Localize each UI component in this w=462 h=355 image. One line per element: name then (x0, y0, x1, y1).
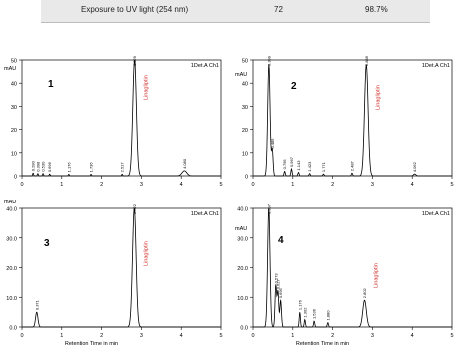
y-tick-label: 20.0 (6, 266, 17, 272)
x-tick-label: 3 (370, 182, 374, 188)
peak-label: 1.176 (297, 300, 303, 311)
chromatogram-4 (231, 200, 462, 355)
y-tick-label: 0 (244, 174, 248, 181)
x-tick-label: 4 (410, 333, 414, 339)
plot-frame (253, 60, 452, 176)
panel-number: 1 (48, 79, 54, 90)
peak-label: 0.530 (40, 161, 46, 172)
y-tick-label: 40.0 (237, 206, 248, 213)
x-axis-label: Retention Time in min (295, 341, 350, 347)
x-tick-label: 2 (100, 182, 104, 188)
peak-label: 0.280 (30, 161, 36, 172)
plot-frame (22, 208, 221, 327)
compound-label: Linagliptin (375, 85, 382, 110)
time-cell: 72 (274, 5, 283, 14)
compound-label: Linagliptin (373, 263, 380, 288)
x-tick-label: 3 (139, 182, 143, 188)
x-tick-label: 1 (60, 333, 64, 339)
x-tick-label: 0 (251, 333, 255, 339)
peak-label: 2.802 (362, 288, 368, 299)
y-tick-label: 10 (241, 151, 248, 158)
panel-number: 3 (44, 238, 50, 249)
y-tick-label: 10 (10, 151, 17, 158)
peak-label: 2.517 (119, 162, 125, 173)
y-tick-label: 10.0 (237, 295, 248, 302)
percent-cell: 98.7% (365, 5, 388, 14)
peak-label: 0.485 (269, 138, 275, 149)
peak-label: 0.696 (47, 162, 53, 173)
panel-number: 2 (291, 81, 297, 92)
peak-label: 4.062 (412, 162, 418, 173)
peak-label: 4.080 (181, 158, 187, 169)
x-axis-label: Retention Time in min (64, 341, 119, 347)
peak-label: 1.143 (295, 160, 301, 171)
x-tick-label: 5 (450, 182, 454, 188)
chromatogram-trace (22, 208, 221, 327)
peak-label: 1.176 (66, 162, 72, 173)
x-tick-label: 3 (139, 333, 143, 339)
x-tick-label: 4 (179, 333, 183, 339)
x-tick-label: 3 (370, 333, 374, 339)
y-tick-label: 40 (10, 81, 17, 88)
peak-label: 0.399 (266, 55, 272, 66)
y-tick-label: 30.0 (6, 236, 17, 243)
x-tick-label: 5 (450, 333, 454, 339)
y-tick-label: 0.0 (9, 325, 17, 332)
y-tick-label: 30 (241, 104, 248, 111)
y-unit-label: mAU (4, 200, 17, 205)
x-tick-label: 1 (291, 333, 295, 339)
y-tick-label: 40.0 (6, 206, 17, 213)
y-tick-label: 50 (10, 58, 17, 65)
peak-label: 0.573 (273, 273, 279, 284)
peak-label: 1.736 (88, 162, 94, 173)
y-tick-label: 50 (241, 58, 248, 65)
chromatogram-3 (0, 200, 231, 355)
detector-label: 1Det.A Ch1 (421, 211, 450, 217)
peak-label: 0.397 (266, 203, 272, 214)
peak-label: 1.302 (302, 307, 308, 318)
y-tick-label: 20 (241, 128, 248, 135)
y-tick-label: 40 (241, 81, 248, 88)
compound-label: Linagliptin (143, 75, 150, 100)
peak-label: 2.829 (132, 55, 138, 66)
peak-label: 1.423 (307, 161, 313, 172)
detector-label: 1Det.A Ch1 (421, 63, 450, 69)
panel-number: 4 (278, 235, 284, 246)
peak-label: 1.536 (311, 309, 317, 320)
x-tick-label: 1 (291, 182, 295, 188)
peak-label: 1.771 (320, 162, 326, 173)
y-tick-label: 10.0 (6, 295, 17, 302)
chromatogram-trace (22, 60, 221, 176)
x-tick-label: 0 (20, 333, 24, 339)
peak-label: 2.846 (363, 55, 369, 66)
peak-label: 0.398 (35, 161, 41, 172)
x-tick-label: 4 (410, 182, 414, 188)
x-tick-label: 2 (100, 333, 104, 339)
chromatogram-trace (253, 65, 452, 176)
y-unit-label: mAU (235, 72, 248, 78)
plot-frame (253, 208, 452, 327)
chromatogram-1 (0, 52, 231, 192)
peak-label: 0.371 (34, 300, 40, 311)
condition-cell: Exposure to UV light (254 nm) (81, 5, 189, 14)
peak-label: 0.795 (282, 159, 288, 170)
compound-label: Linagliptin (143, 241, 150, 266)
y-tick-label: 20 (10, 128, 17, 135)
y-tick-label: 20.0 (237, 266, 248, 272)
x-tick-label: 0 (251, 182, 255, 188)
y-tick-label: 0 (13, 174, 17, 181)
peak-label: 2.487 (349, 161, 355, 172)
x-tick-label: 1 (60, 182, 64, 188)
table-row (41, 0, 430, 23)
y-tick-label: 30.0 (237, 236, 248, 243)
peak-label: 0.967 (288, 157, 294, 168)
peak-label: 0.627 (275, 279, 281, 290)
detector-label: 1Det.A Ch1 (190, 63, 219, 69)
peak-label: 0.695 (278, 288, 284, 299)
x-tick-label: 0 (20, 182, 24, 188)
y-tick-label: 0.0 (240, 325, 248, 332)
chromatogram-2 (231, 52, 462, 192)
plot-frame (22, 60, 221, 176)
x-tick-label: 2 (331, 182, 335, 188)
y-tick-label: 30 (10, 104, 17, 111)
x-tick-label: 5 (219, 333, 223, 339)
x-tick-label: 5 (219, 182, 223, 188)
detector-label: 1Det.A Ch1 (190, 211, 219, 217)
chromatogram-trace (253, 209, 452, 327)
peak-label: 2.822 (131, 203, 137, 214)
x-tick-label: 4 (179, 182, 183, 188)
y-unit-label: mAU (4, 66, 17, 72)
peak-label: 1.880 (325, 310, 331, 321)
y-unit-label: mAU (235, 226, 248, 232)
x-tick-label: 2 (331, 333, 335, 339)
